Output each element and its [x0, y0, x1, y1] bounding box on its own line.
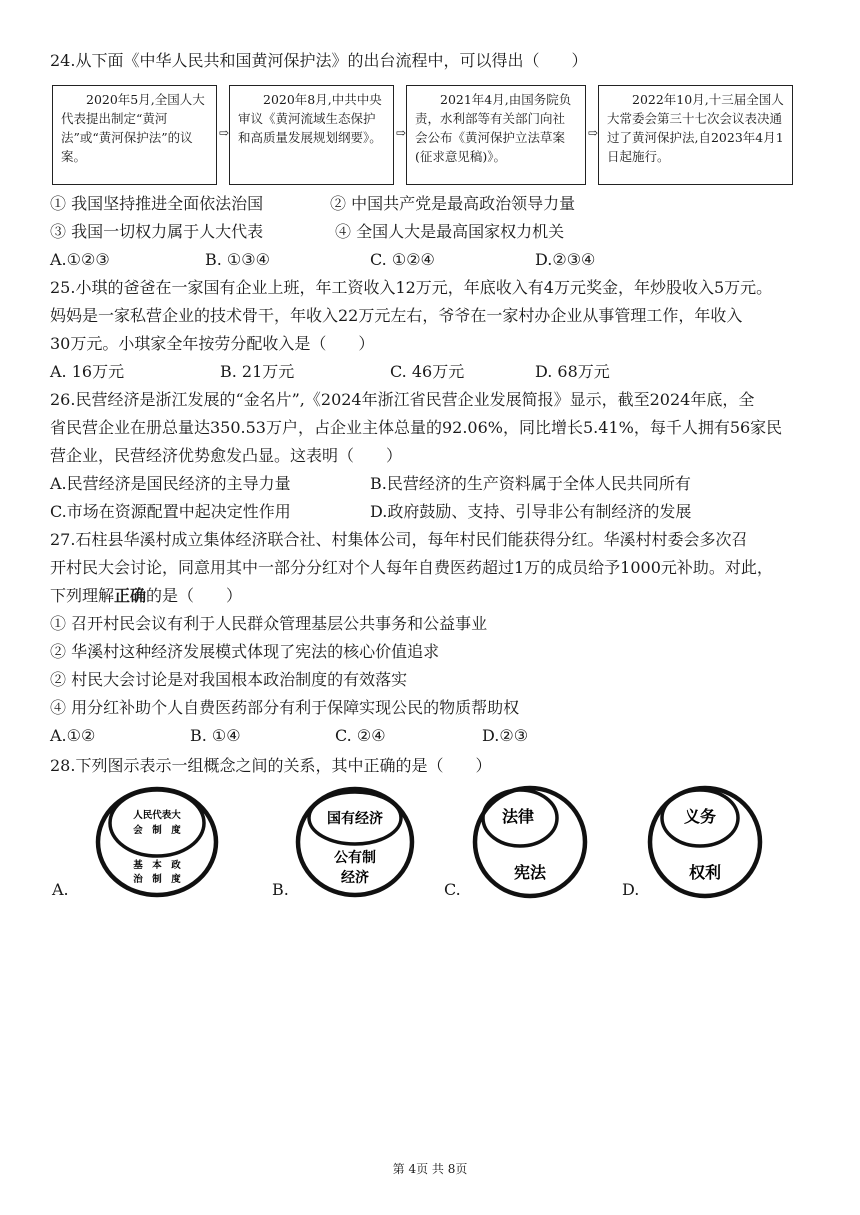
q27-statement-2: ② 华溪村这种经济发展模式体现了宪法的核心价值追求	[50, 642, 440, 661]
diagram-c	[470, 780, 600, 900]
flow-arrow-icon: ⇨	[396, 126, 407, 140]
q24-statement-3: ③ 我国一切权力属于人大代表	[50, 222, 264, 241]
option-d[interactable]: D.②③	[482, 726, 529, 745]
svg-text:权利: 权利	[688, 863, 722, 882]
option-a[interactable]: A.民营经济是国民经济的主导力量	[50, 474, 291, 493]
option-b[interactable]: B. 21万元	[220, 362, 295, 381]
q24-statement-4: ④ 全国人大是最高国家权力机关	[335, 222, 565, 241]
q24-stem: 24.从下面《中华人民共和国黄河保护法》的出台流程中，可以得出（ ）	[50, 51, 588, 70]
flow-arrow-icon: ⇨	[219, 126, 230, 140]
q26-line-1: 26.民营经济是浙江发展的“金名片”,《2024年浙江省民营企业发展简报》显示，截至2024年底，全	[50, 390, 755, 409]
q26-line-3: 营企业，民营经济优势愈发凸显。这表明（ ）	[50, 446, 403, 465]
option-d[interactable]: D. 68万元	[535, 362, 610, 381]
svg-text:宪法: 宪法	[513, 863, 547, 882]
diagram-a	[92, 780, 222, 900]
option-a[interactable]: A.①②	[50, 726, 96, 745]
diagram-d-label[interactable]: D.	[622, 880, 640, 899]
diagram-a-label[interactable]: A.	[52, 880, 69, 899]
option-c[interactable]: C. ①②④	[370, 250, 435, 269]
diagram-d	[645, 780, 775, 900]
q27-statement-4: ④ 用分红补助个人自费医药部分有利于保障实现公民的物质帮助权	[50, 698, 520, 717]
svg-text:公有制: 公有制	[334, 850, 376, 866]
page-footer: 第 4页 共 8页	[392, 1162, 468, 1176]
q27-statement-1: ① 召开村民会议有利于人民群众管理基层公共事务和公益事业	[50, 614, 488, 633]
flow-step-3: 2021年4月,由国务院负责，水利部等有关部门向社会公布《黄河保护立法草案(征求意见稿)》。	[406, 85, 586, 185]
option-d[interactable]: D.政府鼓励、支持、引导非公有制经济的发展	[370, 502, 692, 521]
diagram-c-label[interactable]: C.	[444, 880, 461, 899]
svg-text:经济: 经济	[341, 870, 369, 886]
diagram-b-label[interactable]: B.	[272, 880, 289, 899]
q25-line-1: 25.小琪的爸爸在一家国有企业上班，年工资收入12万元，年底收入有4万元奖金，年炒股收入5万元。	[50, 278, 773, 297]
q28-stem: 28.下列图示表示一组概念之间的关系，其中正确的是（ ）	[50, 756, 492, 775]
q24-statement-2: ② 中国共产党是最高政治领导力量	[330, 194, 576, 213]
q27-line-2: 开村民大会讨论，同意用其中一部分分红对个人每年自费医药超过1万的成员给予1000元补助。对此，	[50, 558, 773, 577]
flow-step-4: 2022年10月,十三届全国人大常委会第三十七次会议表决通过了黄河保护法,自2023年4月1日起施行。	[598, 85, 793, 185]
svg-text:法律: 法律	[501, 807, 535, 826]
q27-statement-3: ② 村民大会讨论是对我国根本政治制度的有效落实	[50, 670, 408, 689]
flow-step-1: 2020年5月,全国人大代表提出制定“黄河法”或“黄河保护法”的议案。	[52, 85, 217, 185]
flow-step-2: 2020年8月,中共中央审议《黄河流域生态保护和高质量发展规划纲要》。	[229, 85, 394, 185]
q25-line-2: 妈妈是一家私营企业的技术骨干，年收入22万元左右，爷爷在一家村办企业从事管理工作，年收入	[50, 306, 743, 325]
option-c[interactable]: C.市场在资源配置中起决定性作用	[50, 502, 291, 521]
svg-text:国有经济: 国有经济	[327, 811, 383, 827]
q24-statement-1: ① 我国坚持推进全面依法治国	[50, 194, 264, 213]
option-a[interactable]: A.①②③	[50, 250, 110, 269]
option-c[interactable]: C. 46万元	[390, 362, 465, 381]
option-b[interactable]: B.民营经济的生产资料属于全体人民共同所有	[370, 474, 691, 493]
q27-line-1: 27.石柱县华溪村成立集体经济联合社、村集体公司，每年村民们能获得分红。华溪村村委会多次召	[50, 530, 748, 549]
svg-text:治 制 度: 治 制 度	[133, 874, 181, 885]
option-d[interactable]: D.②③④	[535, 250, 596, 269]
emphasis-correct: 正确	[114, 586, 147, 605]
diagram-b	[295, 780, 425, 900]
svg-text:人民代表大: 人民代表大	[133, 810, 181, 821]
flow-arrow-icon: ⇨	[588, 126, 599, 140]
svg-text:义务: 义务	[683, 807, 717, 826]
option-c[interactable]: C. ②④	[335, 726, 386, 745]
q25-line-3: 30万元。小琪家全年按劳分配收入是（ ）	[50, 334, 375, 353]
option-b[interactable]: B. ①③④	[205, 250, 270, 269]
svg-text:会 制 度: 会 制 度	[133, 825, 181, 836]
q26-line-2: 省民营企业在册总量达350.53万户，占企业主体总量的92.06%，同比增长5.41%，每千人拥有56家民	[50, 418, 783, 437]
q27-line-3: 下列理解正确的是（ ）	[50, 586, 243, 605]
option-a[interactable]: A. 16万元	[50, 362, 125, 381]
option-b[interactable]: B. ①④	[190, 726, 241, 745]
svg-text:基 本 政: 基 本 政	[133, 860, 181, 871]
